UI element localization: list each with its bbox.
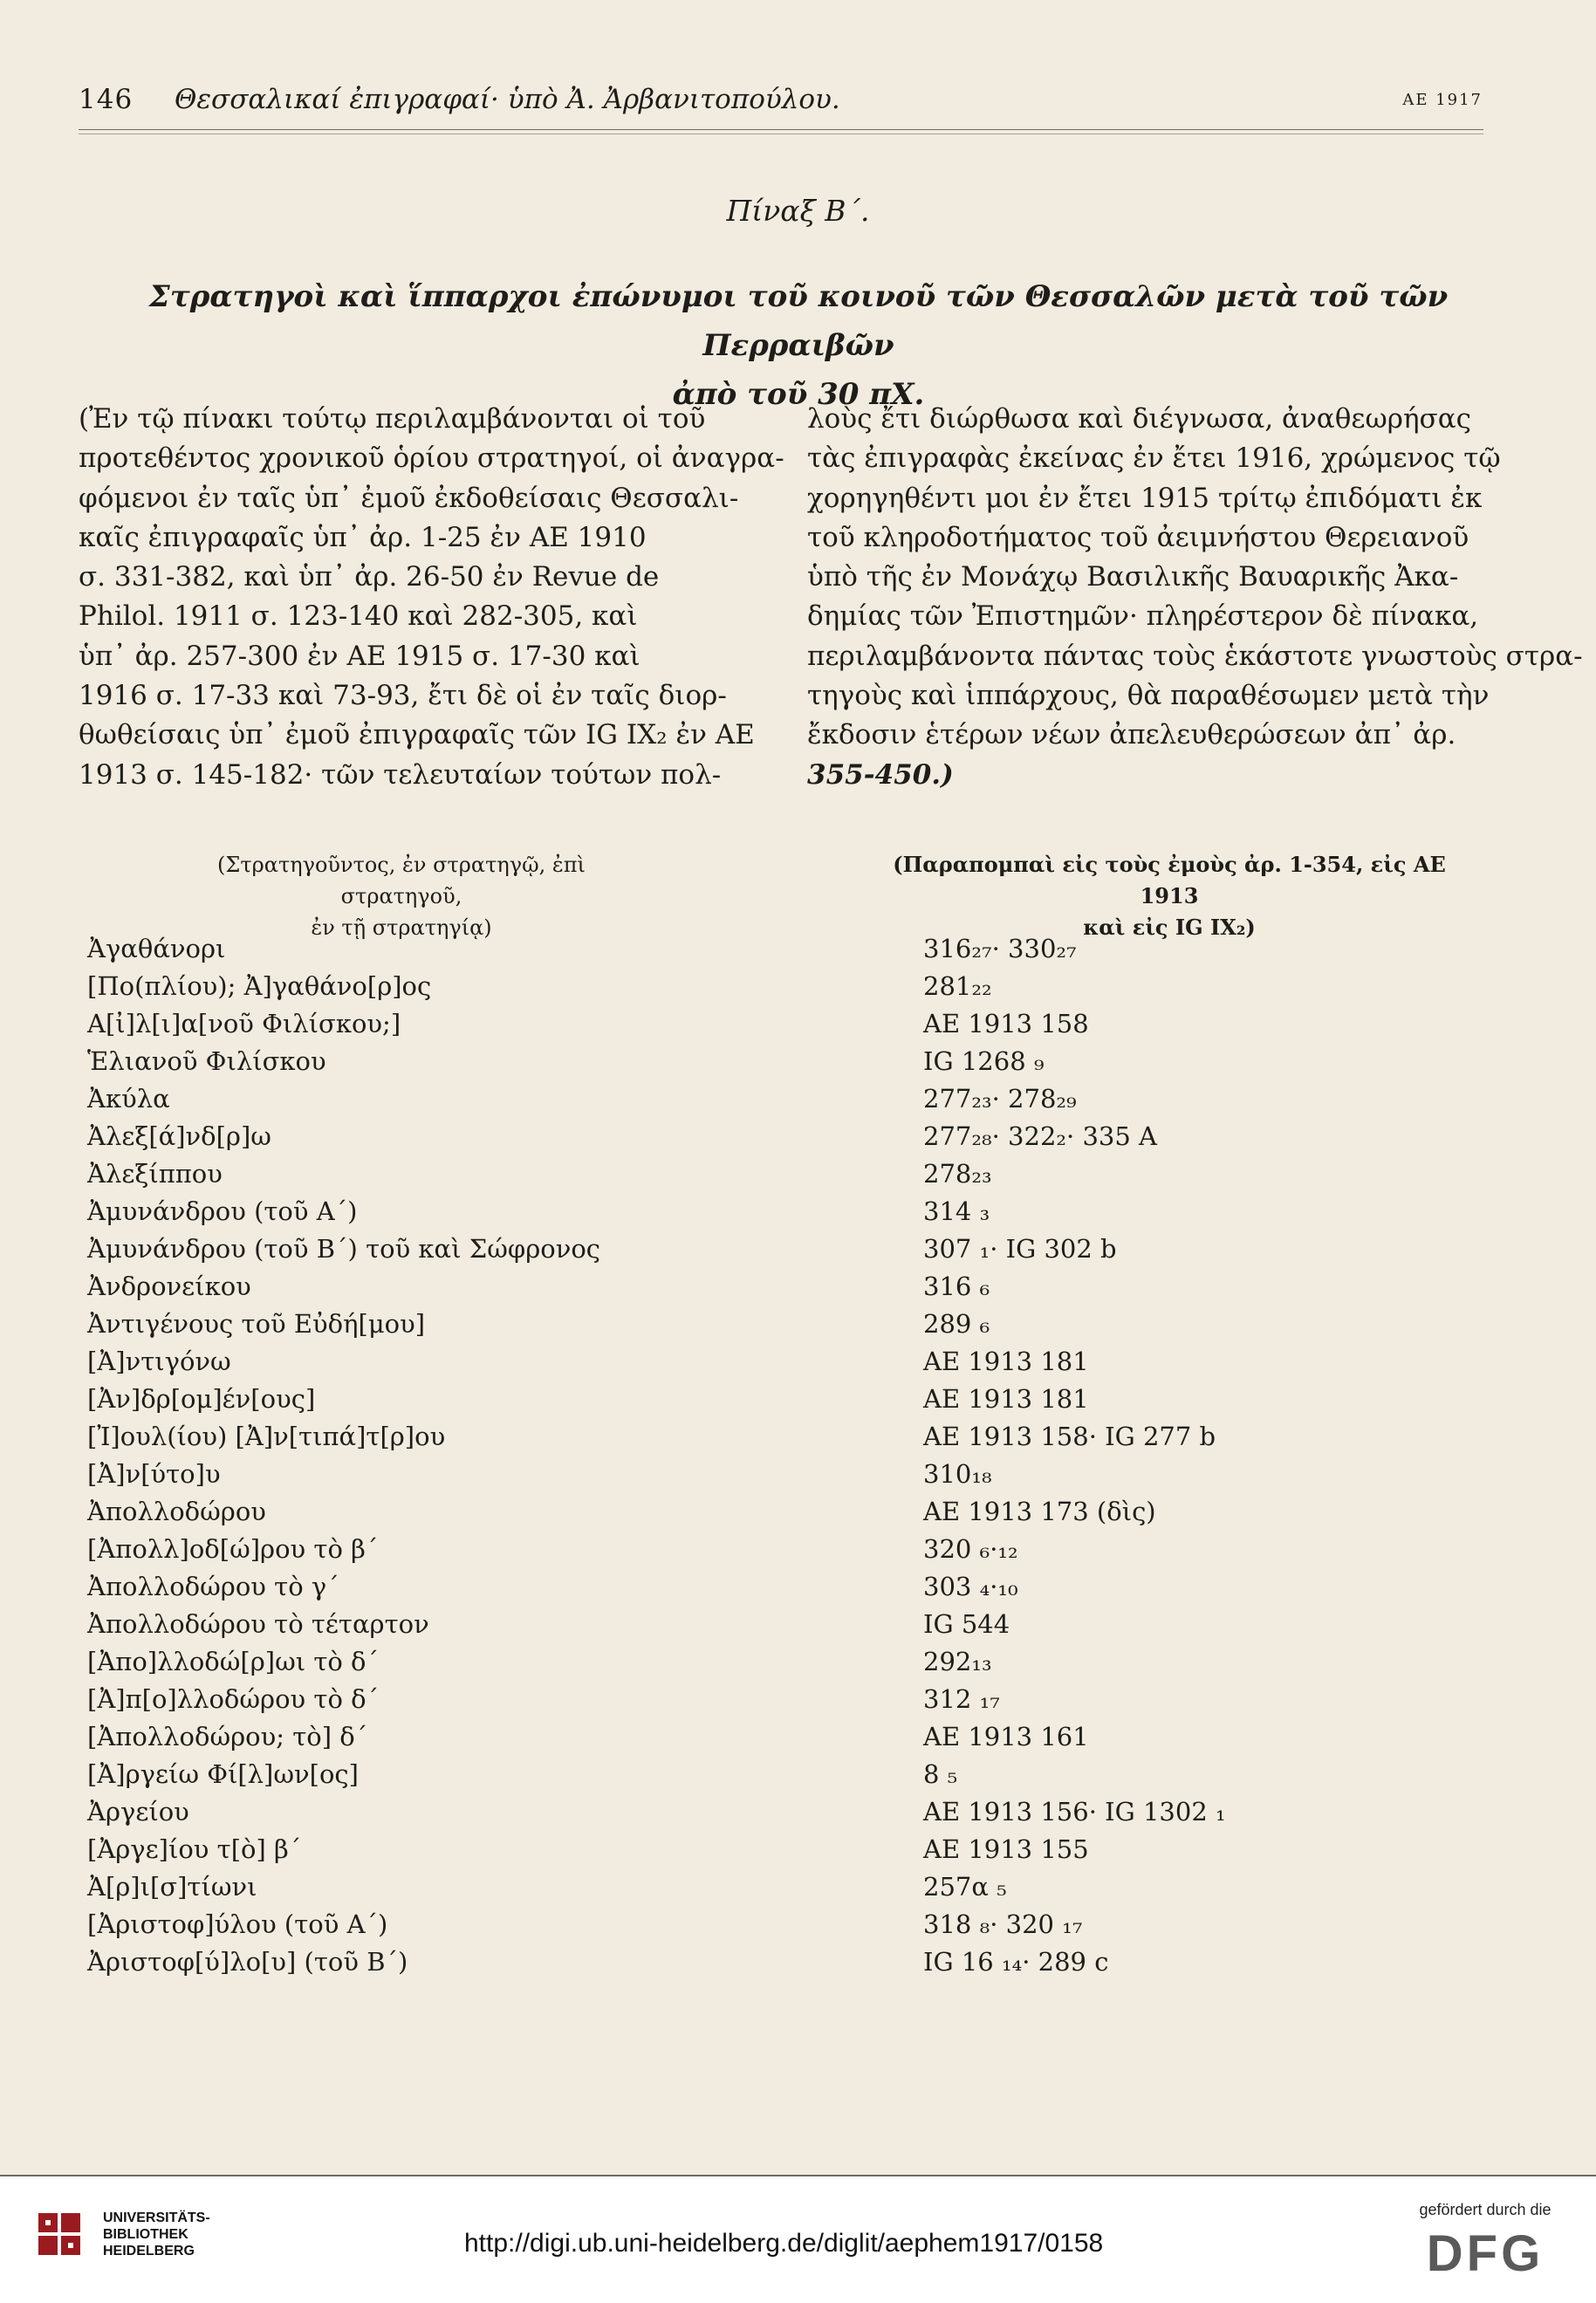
intro-line: περιλαμβάνοντα πάντας τοὺς ἑκάστοτε γνωστοὺς στρα-: [807, 640, 1583, 672]
entry-name: Ἑλιανοῦ Φιλίσκου: [87, 1046, 326, 1076]
sponsor-block: [1402, 2201, 1568, 2283]
entry-name: Α[ἰ]λ[ι]α[νοῦ Φιλίσκου;]: [87, 1009, 401, 1038]
entry-reference: IG 1268 ₉: [923, 1046, 1045, 1076]
intro-line: φόμενοι ἐν ταῖς ὑπ᾽ ἐμοῦ ἐκδοθείσαις Θεσσαλι-: [79, 482, 739, 514]
table-row: [0, 1684, 1596, 1719]
entry-reference: 316₂₇· 330₂₇: [923, 934, 1077, 963]
entry-name: Ἀργείου: [87, 1797, 189, 1827]
table-row: [0, 971, 1596, 1006]
intro-line: ὑπ᾽ ἀρ. 257-300 ἐν ΑΕ 1915 σ. 17-30 καὶ: [79, 640, 640, 672]
library-name: [103, 2210, 210, 2259]
table-row: [0, 1647, 1596, 1682]
intro-line: Philol. 1911 σ. 123-140 καὶ 282-305, καὶ: [79, 600, 638, 633]
heading-line-2: ἀπὸ τοῦ 30 πΧ.: [672, 377, 925, 412]
entry-name: Ἀμυνάνδρου (τοῦ Α΄): [87, 1196, 358, 1226]
entry-reference: 277₂₈· 322₂· 335 A: [923, 1121, 1157, 1151]
table-row: [0, 1384, 1596, 1419]
table-row: [0, 1271, 1596, 1306]
table-row: [0, 1534, 1596, 1569]
entry-reference: IG 544: [923, 1609, 1010, 1639]
intro-line: καῖς ἐπιγραφαῖς ὑπ᾽ ἀρ. 1-25 ἐν ΑΕ 1910: [79, 521, 647, 553]
entry-name: Ἀμυνάνδρου (τοῦ Β΄) τοῦ καὶ Σώφρονος: [87, 1234, 601, 1264]
entry-reference: ΑΕ 1913 181: [923, 1347, 1089, 1376]
entry-name: [Ἀριστοφ]ύλου (τοῦ Α΄): [87, 1909, 388, 1939]
entry-reference: 314 ₃: [923, 1196, 990, 1226]
intro-line: ὑπὸ τῆς ἐν Μονάχῳ Βασιλικῆς Βαυαρικῆς Ἀκα-: [807, 561, 1459, 593]
digitization-footer: [0, 2175, 1596, 2303]
intro-line: θωθείσαις ὑπ᾽ ἐμοῦ ἐπιγραφαῖς τῶν IG IX₂ ἐν ΑΕ: [79, 719, 755, 751]
table-row: [0, 1196, 1596, 1231]
table-row: [0, 1872, 1596, 1907]
entry-reference: ΑΕ 1913 156· IG 1302 ₁: [923, 1797, 1226, 1827]
entry-name: [Ἀ]π[ο]λλοδώρου τὸ δ΄: [87, 1684, 380, 1714]
table-heading: [140, 272, 1457, 419]
dfg-logo: DFG: [1426, 2225, 1545, 2282]
entry-reference: 292₁₃: [923, 1647, 992, 1676]
table-row: [0, 1459, 1596, 1494]
entry-reference: 320 ₆·₁₂: [923, 1534, 1018, 1564]
entry-reference: 277₂₃· 278₂₉: [923, 1084, 1077, 1114]
intro-line: τὰς ἐπιγραφὰς ἐκείνας ἐν ἔτει 1916, χρώμενος τῷ: [807, 442, 1501, 475]
entry-reference: ΑΕ 1913 161: [923, 1722, 1089, 1751]
intro-line: 1916 σ. 17-33 καὶ 73-93, ἔτι δὲ οἱ ἐν ταῖς διορ-: [79, 680, 727, 712]
table-row: [0, 1609, 1596, 1644]
entry-reference: ΑΕ 1913 155: [923, 1834, 1089, 1864]
intro-line: σ. 331-382, καὶ ὑπ᾽ ἀρ. 26-50 ἐν Revue de: [79, 561, 660, 593]
library-name-line: BIBLIOTHEK: [103, 2227, 188, 2242]
table-row: [0, 1722, 1596, 1757]
university-library-logo-icon: [35, 2210, 87, 2262]
table-row: [0, 1009, 1596, 1044]
intro-line: χορηγηθέντι μοι ἐν ἔτει 1915 τρίτῳ ἐπιδόματι ἐκ: [807, 482, 1483, 514]
entry-reference: ΑΕ 1913 158· IG 277 b: [923, 1422, 1216, 1451]
table-row: [0, 1159, 1596, 1194]
entry-name: Ἀντιγένους τοῦ Εὐδή[μου]: [87, 1309, 426, 1339]
table-row: [0, 934, 1596, 969]
entry-reference: 289 ₆: [923, 1309, 990, 1339]
intro-line: δημίας τῶν Ἐπιστημῶν· πληρέστερον δὲ πίνακα,: [807, 600, 1479, 633]
journal-reference: ΑΕ 1917: [1402, 91, 1483, 109]
entry-reference: 8 ₅: [923, 1759, 958, 1789]
entry-name: [Ἰ]ουλ(ίου) [Ἀ]ν[τιπά]τ[ρ]ου: [87, 1422, 446, 1451]
table-row: [0, 1834, 1596, 1869]
entry-name: Ἀλεξ[ά]νδ[ρ]ω: [87, 1121, 271, 1151]
table-row: [0, 1309, 1596, 1344]
entry-name: [Ἀ]ντιγόνω: [87, 1347, 231, 1376]
intro-line: τοῦ κληροδοτήματος τοῦ ἀειμνήστου Θερειανοῦ: [807, 521, 1469, 553]
table-row: [0, 1084, 1596, 1119]
intro-line: λοὺς ἔτι διώρθωσα καὶ διέγνωσα, ἀναθεωρήσας: [807, 403, 1471, 435]
table-row: [0, 1121, 1596, 1156]
entry-name: Ἀνδρονείκου: [87, 1271, 251, 1301]
entry-reference: 318 ₈· 320 ₁₇: [923, 1909, 1083, 1939]
entry-reference: 281₂₂: [923, 971, 992, 1001]
digitization-url-link[interactable]: http://digi.ub.uni-heidelberg.de/diglit/aephem1917/0158: [464, 2229, 1104, 2258]
table-row: [0, 1497, 1596, 1532]
table-row: [0, 1422, 1596, 1457]
entry-reference: 316 ₆: [923, 1271, 990, 1301]
intro-line: προτεθέντος χρονικοῦ ὁρίου στρατηγοί, οἱ ἀναγρα-: [79, 442, 784, 475]
table-row: [0, 1234, 1596, 1269]
intro-column-left: [79, 400, 784, 795]
entry-name: [Πο(πλίου); Ἀ]γαθάνο[ρ]ος: [87, 971, 432, 1001]
table-title: Πίναξ Β΄.: [726, 194, 870, 228]
heading-line-1: Στρατηγοὶ καὶ ἵππαρχοι ἐπώνυμοι τοῦ κοινοῦ τῶν Θεσσαλῶν μετὰ τοῦ τῶν Περραιβῶν: [148, 279, 1449, 363]
library-name-line: UNIVERSITÄTS-: [103, 2210, 210, 2225]
entry-name: Ἀλεξίππου: [87, 1159, 223, 1189]
sponsor-text: gefördert durch die: [1419, 2201, 1551, 2218]
entry-name: Ἀκύλα: [87, 1084, 170, 1114]
entry-name: [Ἀν]δρ[ομ]έν[ους]: [87, 1384, 316, 1414]
entry-name: [Ἀργε]ίου τ[ὸ] β΄: [87, 1834, 302, 1864]
entry-reference: ΑΕ 1913 173 (δὶς): [923, 1497, 1156, 1526]
table-row: [0, 1947, 1596, 1982]
entry-reference: 307 ₁· IG 302 b: [923, 1234, 1117, 1264]
entry-name: Ἀπολλοδώρου: [87, 1497, 266, 1526]
entry-reference: IG 16 ₁₄· 289 c: [923, 1947, 1109, 1977]
column-header-references-line-1: (Παραπομπαὶ εἰς τοὺς ἐμοὺς ἀρ. 1-354, εἰς ΑΕ 1913: [893, 852, 1446, 908]
entry-name: Ἀπολλοδώρου τὸ τέταρτον: [87, 1609, 429, 1639]
entry-reference: 303 ₄·₁₀: [923, 1572, 1018, 1601]
entry-name: Ἀ[ρ]ι[σ]τίωνι: [87, 1872, 257, 1902]
intro-column-right: [807, 400, 1583, 795]
intro-line: (Ἐν τῷ πίνακι τούτῳ περιλαμβάνονται οἱ τοῦ: [79, 403, 706, 435]
intro-line: ἔκδοσιν ἑτέρων νέων ἀπελευθερώσεων ἀπ᾽ ἀρ.: [807, 719, 1456, 751]
entry-reference: ΑΕ 1913 181: [923, 1384, 1089, 1414]
entry-reference: ΑΕ 1913 158: [923, 1009, 1089, 1038]
entry-reference: 278₂₃: [923, 1159, 992, 1189]
table-row: [0, 1759, 1596, 1794]
entry-name: [Ἀπο]λλοδώ[ρ]ωι τὸ δ΄: [87, 1647, 380, 1676]
header-rule: [79, 129, 1483, 130]
entry-name: [Ἀ]ργείω Φί[λ]ων[ος]: [87, 1759, 359, 1789]
table-row: [0, 1909, 1596, 1944]
table-row: [0, 1572, 1596, 1607]
table-row: [0, 1347, 1596, 1381]
table-row: [0, 1797, 1596, 1832]
entry-name: Ἀγαθάνορι: [87, 934, 226, 963]
entry-name: [Ἀπολλ]οδ[ώ]ρου τὸ β΄: [87, 1534, 379, 1564]
entry-reference: 310₁₈: [923, 1459, 992, 1489]
column-header-references: [864, 849, 1475, 943]
running-header: [79, 84, 1483, 122]
intro-line-final: 355-450.): [807, 758, 954, 791]
intro-line: 1913 σ. 145-182· τῶν τελευταίων τούτων πολ-: [79, 758, 722, 791]
entry-name: [Ἀπολλοδώρου; τὸ] δ΄: [87, 1722, 368, 1751]
page-number: 146: [79, 84, 134, 115]
intro-line: τηγοὺς καὶ ἱππάρχους, θὰ παραθέσωμεν μετὰ τὴν: [807, 680, 1490, 712]
column-header-names-line-1: (Στρατηγοῦντος, ἐν στρατηγῷ, ἐπὶ στρατηγοῦ,: [217, 853, 586, 908]
entry-name: [Ἀ]ν[ύτο]υ: [87, 1459, 221, 1489]
library-name-line: HEIDELBERG: [103, 2244, 195, 2258]
entry-reference: 312 ₁₇: [923, 1684, 1000, 1714]
entry-name: Ἀριστοφ[ύ]λο[υ] (τοῦ Β΄): [87, 1947, 408, 1977]
entry-name: Ἀπολλοδώρου τὸ γ΄: [87, 1572, 339, 1601]
column-header-names: [183, 849, 620, 943]
running-title: Θεσσαλικαί ἐπιγραφαί· ὑπὸ Ἀ. Ἀρβανιτοπούλου.: [175, 84, 840, 115]
column-header-names-line-2: ἐν τῇ στρατηγίᾳ): [311, 915, 492, 940]
table-row: [0, 1046, 1596, 1081]
column-header-references-line-2: καὶ εἰς IG IX₂): [1083, 915, 1256, 940]
entry-reference: 257α ₅: [923, 1872, 1007, 1902]
